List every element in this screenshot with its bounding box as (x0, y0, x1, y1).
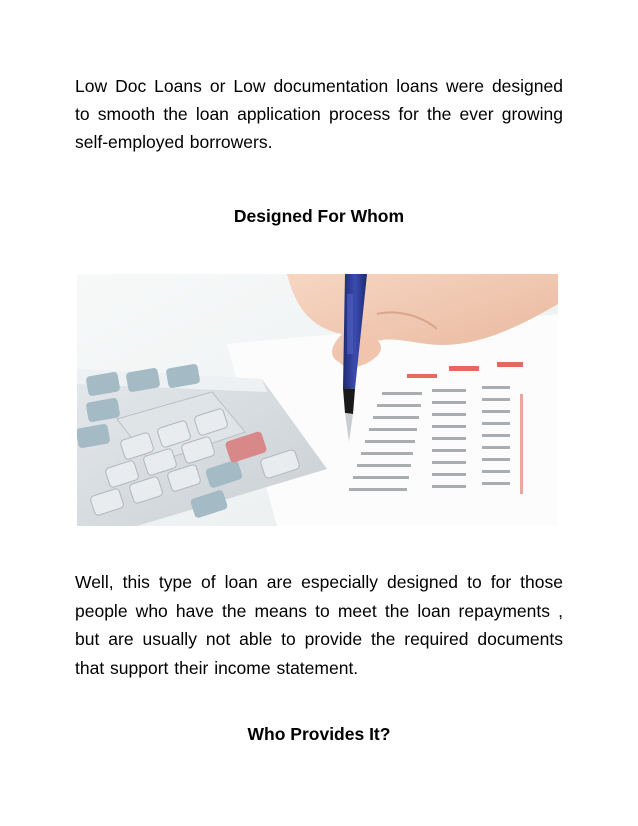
section-heading-who-provides: Who Provides It? (247, 724, 391, 744)
section-heading-designed-for-whom: Designed For Whom (233, 206, 405, 226)
intro-paragraph: Low Doc Loans or Low documentation loans were designed to smooth the loan application process for the ever growing self-employed borrowers. (75, 76, 563, 152)
calculator-hand-pen-photo (77, 274, 558, 526)
body-paragraph: Well, this type of loan are especially designed to for those people who have the means to meet the loan repayments , but are usually not able to provide the required documents that support their income statement. (75, 572, 563, 678)
